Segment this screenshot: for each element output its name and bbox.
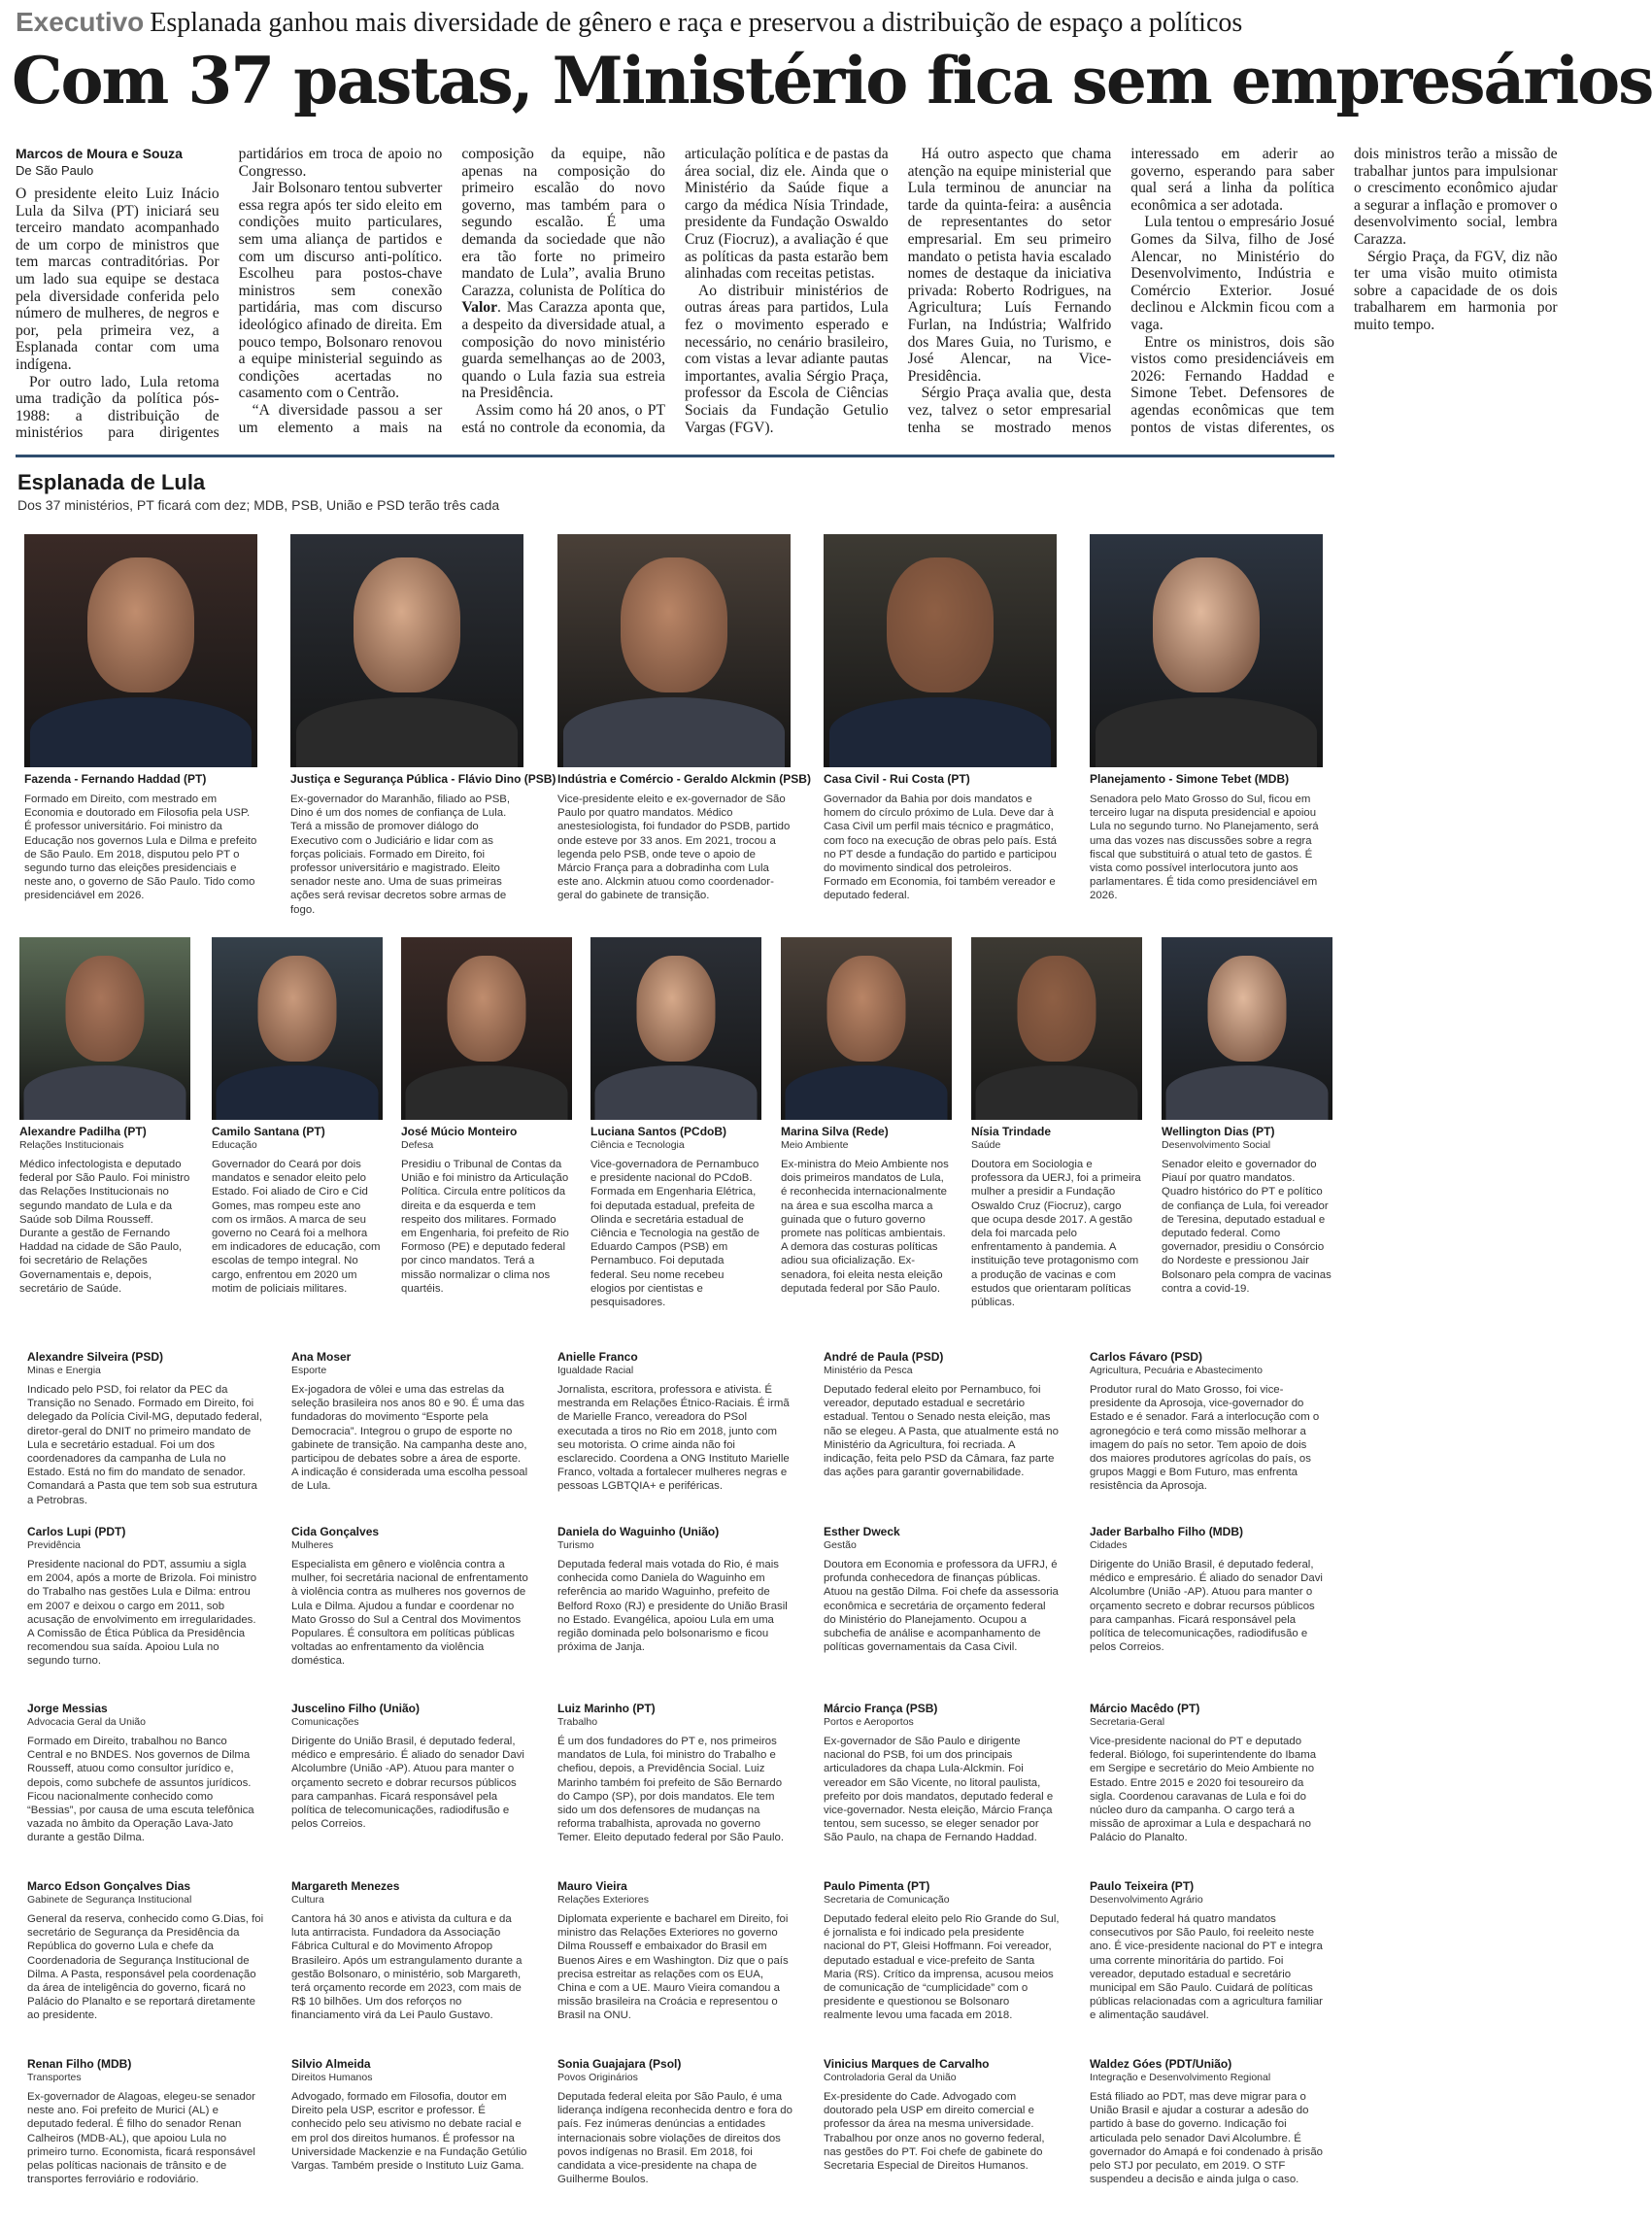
minister-bio: Especialista em gênero e violência contra a mulher, foi secretária nacional de enfrentamento à violência contra as mulheres nos governos de Lula e Dilma. Ajudou a fundar e coordenar no Mato Grosso do Sul a Central dos Movimentos Populares. É consultora em políticas públicas voltadas ao enfrentamento da violência doméstica. (291, 1559, 528, 1668)
minister-role: Trabalho (557, 1716, 598, 1728)
minister-role: Defesa (401, 1139, 434, 1151)
minister-name: Fazenda - Fernando Haddad (PT) (24, 772, 207, 786)
minister-card (557, 534, 811, 919)
minister-card (1162, 937, 1332, 1311)
minister-photo (781, 937, 952, 1120)
minister-entry (824, 1525, 1061, 1696)
minister-name: Planejamento - Simone Tebet (MDB) (1090, 772, 1290, 786)
minister-role: Meio Ambiente (781, 1139, 849, 1151)
minister-role: Esporte (291, 1365, 327, 1376)
minister-role: Integração e Desenvolvimento Regional (1090, 2072, 1271, 2083)
minister-bio: Deputado federal eleito por Pernambuco, foi vereador, deputado estadual e secretário estadual. Tentou o Senado nesta eleição, mas não se elegeu. A Pasta, que atualmente está no Ministério da Agricultura, foi recriada. A indicação, feita pelo PSD da Câmara, faz parte das ações para garantir governabilidade. (824, 1384, 1059, 1479)
minister-role: Previdência (27, 1539, 81, 1551)
minister-bio: Senadora pelo Mato Grosso do Sul, ficou em terceiro lugar na disputa presidencial e apoiou Lula no segundo turno. No Planejamento, será uma das vozes nas discussões sobre a regra fiscal que substituirá o atual teto de gastos. É vista como possível interlocutora junto aos parlamentares. É tida como presidenciável em 2026. (1090, 793, 1319, 902)
minister-role: Povos Originários (557, 2072, 638, 2083)
minister-name: Margareth Menezes (291, 1879, 400, 1893)
minister-bio: Deputada federal mais votada do Rio, é mais conhecida como Daniela do Waguinho em referência ao marido Waguinho, prefeito de Belford Roxo (RJ) e presidente do União Brasil no Estado. Evangélica, apoiou Lula em uma região dominada pelo bolsonarismo e ficou próxima de Janja. (557, 1559, 788, 1654)
minister-photo (290, 534, 523, 767)
minister-bio: Senador eleito e governador do Piauí por quatro mandatos. Quadro histórico do PT e político de confiança de Lula, foi vereador de Teresina, deputado estadual e deputado federal. Como governador, presidiu o Consórcio do Nordeste e pressionou Jair Bolsonaro pela compra de vacinas contra a covid-19. (1162, 1159, 1332, 1295)
minister-photo (1090, 534, 1323, 767)
minister-name: Camilo Santana (PT) (212, 1125, 325, 1138)
minister-name: Waldez Góes (PDT/União) (1090, 2057, 1232, 2071)
minister-entry (557, 1702, 794, 1873)
minister-name: Wellington Dias (PT) (1162, 1125, 1275, 1138)
paragraph: Lula tentou o empresário Josué Gomes da Silva, filho de José Alencar, no Ministério do Desenvolvimento, Indústria e Comércio Exterior. Josué declinou e Alckmin ficou com a vaga. (1130, 214, 1334, 333)
minister-photo (824, 534, 1057, 767)
minister-bio: Doutora em Sociologia e professora da UERJ, foi a primeira mulher a presidir a Fundação Oswaldo Cruz (Fiocruz), cargo que ocupa desde 2017. A gestão dela foi marcada pelo enfrentamento à pandemia. A instituição teve protagonismo com a produção de vacinas e com estudos que orientaram políticas públicas. (971, 1159, 1141, 1309)
kicker-text: Esplanada ganhou mais diversidade de gênero e raça e preservou a distribuição de espaço a políticos (150, 8, 1243, 38)
minister-name: Jader Barbalho Filho (MDB) (1090, 1525, 1244, 1538)
minister-entry (557, 1350, 794, 1521)
minister-card (590, 937, 761, 1311)
minister-role: Gabinete de Segurança Institucional (27, 1894, 192, 1906)
minister-entry (824, 2057, 1061, 2228)
minister-name: Vinicius Marques de Carvalho (824, 2057, 990, 2071)
minister-name: Silvio Almeida (291, 2057, 371, 2071)
minister-entry (27, 1702, 264, 1873)
minister-card (212, 937, 383, 1311)
minister-name: Cida Gonçalves (291, 1525, 380, 1538)
minister-name: Juscelino Filho (União) (291, 1702, 421, 1715)
minister-entry (291, 1350, 528, 1521)
minister-name: Carlos Fávaro (PSD) (1090, 1350, 1203, 1364)
minister-entry (557, 2057, 794, 2228)
minister-card (824, 534, 1057, 919)
paragraph: O presidente eleito Luiz Inácio Lula da Silva (PT) iniciará seu terceiro mandato acompanhado de um corpo de ministros que tem marcas contraditórias. Por um lado sua equipe se destaca pela diversidade conferida pelo número de mulheres, de negros e por, pela primeira vez, a Esplanada contar com uma indígena. (16, 186, 219, 373)
minister-bio: Está filiado ao PDT, mas deve migrar para o União Brasil e ajudar a costurar a adesão do partido à base do governo. Indicação foi articulada pelo senador Davi Alcolumbre. É governador do Amapá e foi condenado à prisão pelo STJ por peculato, em 2019. O STF suspendeu a decisão e ainda julga o caso. (1090, 2091, 1324, 2186)
minister-role: Controladoria Geral da União (824, 2072, 957, 2083)
minister-entry (824, 1350, 1061, 1521)
minister-card (290, 534, 556, 919)
minister-bio: Médico infectologista e deputado federal por São Paulo. Foi ministro das Relações Institucionais no segundo mandato de Lula e da Saúde sob Dilma Rousseff. Durante a gestão de Fernando Haddad na cidade de São Paulo, foi secretário de Relações Governamentais e, depois, secretário de Saúde. (19, 1159, 190, 1295)
paragraph: Sérgio Praça, da FGV, diz não ter uma visão muito otimista sobre a capacidade de os dois trabalharem em harmonia por muito tempo. (1353, 248, 1558, 333)
minister-card (781, 937, 952, 1311)
paragraph: Assim como há 20 anos, o PT está no controle da economia, da articulação política e de pastas da área social, diz ele. Ainda que o Ministério da Saúde fique a cargo da médica Nísia Trindade, presidente da Fundação Oswaldo Cruz (Fiocruz), a avaliação é que as políticas da pasta estarão bem alinhadas com receitas petistas. (461, 146, 889, 436)
minister-entry (27, 1525, 264, 1696)
minister-bio: Ex-governador do Maranhão, filiado ao PSB, Dino é um dos nomes de confiança de Lula. Terá a missão de promover diálogo do Executivo com o Judiciário e lidar com as forças policiais. Formado em Direito, foi professor universitário e magistrado. Eleito senador neste ano. Uma de suas primeiras ações será revisar decretos sobre armas de fogo. (290, 793, 511, 916)
minister-photo (19, 937, 190, 1120)
minister-name: Casa Civil - Rui Costa (PT) (824, 772, 970, 786)
minister-photo (1162, 937, 1332, 1120)
minister-bio: General da reserva, conhecido como G.Dias, foi secretário de Segurança da Presidência da República do governo Lula e chefe da Coordenadoria de Segurança Institucional de Dilma. A Pasta, responsável pela coordenação da área de inteligência do governo, ficará no Palácio do Planalto e se reportará diretamente ao presidente. (27, 1913, 264, 2022)
minister-role: Desenvolvimento Agrário (1090, 1894, 1203, 1906)
minister-bio: Ex-ministra do Meio Ambiente nos dois primeiros mandatos de Lula, é reconhecida internacionalmente na área e sua escolha marca a guinada que o futuro governo promete nas políticas ambientais. A demora das costuras políticas adiou sua oficialização. Ex-senadora, foi eleita nesta eleição deputada federal por São Paulo. (781, 1159, 949, 1295)
minister-card (24, 534, 257, 919)
minister-name: Márcio Macêdo (PT) (1090, 1702, 1200, 1715)
minister-entry (291, 2057, 528, 2228)
minister-entry (1090, 1350, 1327, 1521)
brand-name: Valor (461, 299, 497, 317)
minister-name: Justiça e Segurança Pública - Flávio Dino (PSB) (290, 772, 556, 786)
paragraph: Há outro aspecto que chama atenção na equipe ministerial que Lula terminou de anunciar na tarde da quinta-feira: a ausência de representantes do setor empresarial. Em seu primeiro mandato o petista havia escalado nomes de destaque da iniciativa privada: Roberto Rodrigues, na Agricultura; Luís Fernando Furlan, na Indústria; Walfrido dos Mares Guia, no Turismo, e José Alencar, na Vice-Presidência. (907, 146, 1112, 385)
minister-name: Nísia Trindade (971, 1125, 1052, 1138)
section-title: Esplanada de Lula (17, 470, 206, 494)
minister-entry (291, 1879, 528, 2050)
minister-role: Minas e Energia (27, 1365, 101, 1376)
minister-photo (590, 937, 761, 1120)
minister-bio: Jornalista, escritora, professora e ativista. É mestranda em Relações Étnico-Raciais. É irmã de Marielle Franco, vereadora do PSol executada a tiros no Rio em 2018, junto com seu motorista. O crime ainda não foi esclarecido. Coordena a ONG Instituto Marielle Franco, voltada a fortalecer mulheres negras e pessoas LGBTQIA+ e periféricas. (557, 1384, 790, 1493)
minister-bio: Dirigente do União Brasil, é deputado federal, médico e empresário. É aliado do senador Davi Alcolumbre (União -AP). Atuou para manter o orçamento secreto e dobrar recursos públicos para campanhas. Ficará responsável pela política de telecomunicações, radiodifusão e pelos Correios. (291, 1736, 524, 1831)
section-subtitle: Dos 37 ministérios, PT ficará com dez; MDB, PSB, União e PSD terão três cada (17, 497, 500, 513)
minister-entry (1090, 1525, 1327, 1696)
minister-name: Luiz Marinho (PT) (557, 1702, 656, 1715)
minister-bio: Presidiu o Tribunal de Contas da União e foi ministro da Articulação Política. Circula entre políticos da direita e da esquerda e tem respeito dos militares. Formado em Engenharia, foi prefeito de Rio Formoso (PE) e deputado federal por cinco mandatos. Terá a missão normalizar o clima nos quartéis. (401, 1159, 569, 1295)
minister-bio: Ex-presidente do Cade. Advogado com doutorado pela USP em direito comercial e professor da área na mesma universidade. Trabalhou por onze anos no governo federal, nas gestões do PT. Foi chefe de gabinete do Secretaria Especial de Direitos Humanos. (824, 2091, 1045, 2173)
minister-name: Marina Silva (Rede) (781, 1125, 889, 1138)
minister-role: Secretaria-Geral (1090, 1716, 1165, 1728)
minister-bio: Doutora em Economia e professora da UFRJ, é profunda conhecedora de finanças públicas. Atuou na gestão Dilma. Foi chefe da assessoria econômica e secretária de orçamento federal do Ministério do Planejamento. Ocupou a subchefia de análise e acompanhamento de políticas governamentais da Casa Civil. (824, 1559, 1059, 1654)
minister-name: Daniela do Waguinho (União) (557, 1525, 720, 1538)
minister-name: Marco Edson Gonçalves Dias (27, 1879, 191, 1893)
paragraph: “A diversidade passou a ser um elemento a mais na composição da equipe, não apenas na composição do primeiro escalão do novo governo, mas também para o segundo escalão. É uma demanda da sociedade que não era tão forte no primeiro mandato de Lula”, avalia Bruno Carazza, colunista de Política do Valor. Mas Carazza aponta que, a despeito da diversidade atual, a composição do novo ministério guarda semelhanças ao de 2003, quando o Lula fazia sua estreia na Presidência. (238, 146, 665, 436)
minister-role: Relações Institucionais (19, 1139, 124, 1151)
minister-role: Ciência e Tecnologia (590, 1139, 685, 1151)
minister-role: Gestão (824, 1539, 857, 1551)
byline-author: Marcos de Moura e Souza (16, 146, 183, 161)
minister-bio: Cantora há 30 anos e ativista da cultura e da luta antirracista. Fundadora da Associação Fábrica Cultural e do Movimento Afropop Brasileiro. Após um estrangulamento durante a gestão Bolsonaro, o ministério, sob Margareth, terá orçamento recorde em 2023, com mais de R$ 10 bilhões. Um dos reforços no financiamento virá da Lei Paulo Gustavo. (291, 1913, 523, 2022)
minister-role: Igualdade Racial (557, 1365, 634, 1376)
minister-bio: Vice-presidente eleito e ex-governador de São Paulo por quatro mandatos. Médico anestesiologista, foi fundador do PSDB, partido onde esteve por 33 anos. Em 2021, trocou a legenda pelo PSB, onde teve o apoio de Márcio França para a dobradinha com Lula este ano. Alckmin atuou como coordenador-geral do gabinete de transição. (557, 793, 791, 902)
minister-name: Paulo Pimenta (PT) (824, 1879, 930, 1893)
minister-role: Cidades (1090, 1539, 1128, 1551)
headline: Com 37 pastas, Ministério fica sem empresários (12, 43, 1652, 118)
minister-name: Márcio França (PSB) (824, 1702, 938, 1715)
minister-entry (1090, 1702, 1327, 1873)
minister-bio: Presidente nacional do PDT, assumiu a sigla em 2004, após a morte de Brizola. Foi ministro do Trabalho nas gestões Lula e Dilma: entrou em 2007 e deixou o cargo em 2011, sob acusação de envolvimento em irregularidades. A Comissão de Ética Pública da Presidência recomendou sua saída. Apoiou Lula no segundo turno. (27, 1559, 257, 1668)
minister-name: Ana Moser (291, 1350, 352, 1364)
section-divider (16, 455, 1334, 457)
minister-entry (1090, 2057, 1327, 2228)
minister-role: Ministério da Pesca (824, 1365, 913, 1376)
minister-photo (971, 937, 1142, 1120)
minister-photo (401, 937, 572, 1120)
minister-bio: Vice-governadora de Pernambuco e presidente nacional do PCdoB. Formada em Engenharia Elétrica, foi deputada estadual, prefeita de Olinda e secretária estadual de Ciência e Tecnologia na gestão de Eduardo Campos (PSB) em Pernambuco. Foi deputada federal. Seu nome recebeu elogios por cientistas e pesquisadores. (590, 1159, 759, 1309)
minister-name: Mauro Vieira (557, 1879, 627, 1893)
minister-bio: Advogado, formado em Filosofia, doutor em Direito pela USP, escritor e professor. É conhecido pelo seu ativismo no debate racial e em prol dos direitos humanos. É professor na Universidade Mackenzie e na Fundação Getúlio Vargas. Também preside o Instituto Luiz Gama. (291, 2091, 527, 2173)
minister-name: Luciana Santos (PCdoB) (590, 1125, 727, 1138)
minister-role: Desenvolvimento Social (1162, 1139, 1271, 1151)
minister-role: Comunicações (291, 1716, 359, 1728)
minister-role: Turismo (557, 1539, 594, 1551)
minister-bio: Deputada federal eleita por São Paulo, é uma liderança indígena reconhecida dentro e fora do país. Fez inúmeras denúncias a entidades internacionais sobre violações de direitos dos povos indígenas no Brasil. Em 2018, foi candidata a vice-presidente na chapa de Guilherme Boulos. (557, 2091, 792, 2186)
minister-entry (27, 2057, 264, 2228)
minister-bio: Deputado federal há quatro mandatos consecutivos por São Paulo, foi reeleito neste ano. É vice-presidente nacional do PT e integra uma corrente minoritária do partido. Foi vereador, deputado estadual e secretário municipal em São Paulo. Cuidará de políticas públicas relacionadas com a agricultura familiar e alimentação saudável. (1090, 1913, 1323, 2022)
minister-name: Esther Dweck (824, 1525, 900, 1538)
minister-bio: É um dos fundadores do PT e, nos primeiros mandatos de Lula, foi ministro do Trabalho e chefiou, depois, a Previdência Social. Luiz Marinho também foi prefeito de São Bernardo do Campo (SP), por dois mandatos. Ele tem sido um dos defensores de mudanças na reforma trabalhista, aprovada no governo Temer. Eleito deputado federal por São Paulo. (557, 1736, 785, 1844)
minister-name: André de Paula (PSD) (824, 1350, 944, 1364)
paragraph: Jair Bolsonaro tentou subverter essa regra após ter sido eleito em condições muito particulares, sem uma aliança de partidos e com um discurso anti-político. Escolheu para postos-chave ministros sem conexão partidária, mas com discurso ideológico afinado de direita. Em pouco tempo, Bolsonaro renovou a equipe ministerial seguindo as condições acertadas no casamento com o Centrão. (238, 180, 443, 402)
minister-bio: Vice-presidente nacional do PT e deputado federal. Biólogo, foi superintendente do Ibama em Sergipe e secretário do Meio Ambiente no Estado. Entre 2015 e 2020 foi tesoureiro da sigla. Coordenou caravanas de Lula e foi do núcleo duro da campanha. O cargo terá a missão de aproximar a Lula e despachará no Palácio do Planalto. (1090, 1736, 1317, 1844)
minister-role: Direitos Humanos (291, 2072, 373, 2083)
minister-bio: Ex-governador de São Paulo e dirigente nacional do PSB, foi um dos principais articuladores da chapa Lula-Alckmin. Foi vereador em São Vicente, no litoral paulista, prefeito por dois mandatos, deputado federal e vice-governador. Nesta eleição, Márcio França tentou, sem sucesso, se eleger senador por São Paulo, na chapa de Fernando Haddad. (824, 1736, 1054, 1844)
minister-role: Secretaria de Comunicação (824, 1894, 950, 1906)
paragraph: Entre os ministros, dois são vistos como presidenciáveis em 2026: Fernando Haddad e Simone Tebet. Defensores de agendas econômicas que tem pontos de vistas diferentes, os dois ministros terão a missão de trabalhar juntos para impulsionar o crescimento econômico ajudar a segurar a inflação e promover o desenvolvimento social, lembra Carazza. (1130, 146, 1558, 436)
minister-card (971, 937, 1142, 1311)
minister-photo (24, 534, 257, 767)
minister-bio: Produtor rural do Mato Grosso, foi vice-presidente da Aprosoja, vice-governador do Estado e é senador. Fará a interlocução com o agronegócio e terá como missão melhorar a imagem do país no setor. Tem apoio de dois dos maiores produtores agrícolas do país, os grupos Maggi e Bom Futuro, mas enfrenta resistência da Aprosoja. (1090, 1384, 1320, 1493)
minister-name: Alexandre Padilha (PT) (19, 1125, 147, 1138)
minister-bio: Ex-jogadora de vôlei e uma das estrelas da seleção brasileira nos anos 80 e 90. É uma das fundadoras do movimento “Esporte pela Democracia”. Integrou o grupo de esporte no gabinete de transição. Na campanha deste ano, participou de debates sobre a área de esporte. A indicação é considerada uma escolha pessoal de Lula. (291, 1384, 528, 1493)
minister-card (1090, 534, 1323, 919)
minister-name: José Múcio Monteiro (401, 1125, 518, 1138)
minister-bio: Formado em Direito, com mestrado em Economia e doutorado em Filosofia pela USP. É professor universitário. Foi ministro da Educação nos governos Lula e Dilma e prefeito de São Paulo. Em 2018, disputou pelo PT o segundo turno das eleições presidenciais e neste ano, o governo de São Paulo. Tido como presidenciável em 2026. (24, 793, 257, 902)
paragraph: Por outro lado, Lula retoma uma tradição da política pós-1988: a distribuição de ministérios para dirigentes partidários em troca de apoio no Congresso. (16, 146, 443, 442)
minister-name: Alexandre Silveira (PSD) (27, 1350, 164, 1364)
minister-role: Relações Exteriores (557, 1894, 649, 1906)
minister-role: Educação (212, 1139, 257, 1151)
minister-role: Saúde (971, 1139, 1001, 1151)
minister-role: Agricultura, Pecuária e Abastecimento (1090, 1365, 1264, 1376)
minister-entry (27, 1350, 264, 1521)
minister-role: Cultura (291, 1894, 324, 1906)
minister-entry (27, 1879, 264, 2050)
minister-bio: Governador da Bahia por dois mandatos e homem do círculo próximo de Lula. Deve dar à Casa Civil um perfil mais técnico e pragmático, com foco na execução de obras pelo país. Está no PT desde a fundação do partido e participou do movimento sindical dos petroleiros. Formado em Economia, foi também vereador e deputado federal. (824, 793, 1057, 902)
paragraph: Sérgio Praça avalia que, desta vez, talvez o setor empresarial tenha se mostrado menos interessado em aderir ao governo, esperando para saber qual será a linha da política econômica a ser adotada. (907, 146, 1334, 436)
minister-entry (291, 1525, 528, 1696)
minister-photo (557, 534, 791, 767)
minister-card (19, 937, 190, 1311)
minister-name: Carlos Lupi (PDT) (27, 1525, 126, 1538)
minister-bio: Governador do Ceará por dois mandatos e senador eleito pelo Estado. Foi aliado de Ciro e Cid Gomes, mas rompeu este ano com os irmãos. A marca de seu governo no Ceará foi a melhora em indicadores de educação, com escolas de tempo integral. No cargo, enfrentou em 2020 um motim de policiais militares. (212, 1159, 381, 1295)
minister-role: Portos e Aeroportos (824, 1716, 914, 1728)
minister-bio: Indicado pelo PSD, foi relator da PEC da Transição no Senado. Formado em Direito, foi delegado da Polícia Civil-MG, deputado federal, diretor-geral do DNIT no primeiro mandato de Lula e secretário estadual. Foi um dos coordenadores da campanha de Lula no Estado. Está no fim do mandato de senador. Comandará a Pasta que tem sob sua estrutura a Petrobras. (27, 1384, 262, 1506)
minister-name: Indústria e Comércio - Geraldo Alckmin (PSB) (557, 772, 811, 786)
minister-bio: Ex-governador de Alagoas, elegeu-se senador neste ano. Foi prefeito de Murici (AL) e deputado federal. É filho do senador Renan Calheiros (MDB-AL), que apoiou Lula no primeiro turno. Economista, ficará responsável pelas políticas nacionais de trânsito e de transportes ferroviário e rodoviário. (27, 2091, 255, 2186)
minister-entry (1090, 1879, 1327, 2050)
minister-entry (824, 1879, 1061, 2050)
minister-card (401, 937, 572, 1311)
minister-bio: Formado em Direito, trabalhou no Banco Central e no BNDES. Nos governos de Dilma Rousseff, atuou como consultor jurídico e, depois, como subchefe de assuntos jurídicos. Ficou nacionalmente conhecido como “Bessias”, por causa de uma escuta telefônica vazada no âmbito da Operação Lava-Jato durante a gestão Dilma. (27, 1736, 254, 1844)
minister-name: Renan Filho (MDB) (27, 2057, 132, 2071)
minister-bio: Dirigente do União Brasil, é deputado federal, médico e empresário. É aliado do senador Davi Alcolumbre (União -AP). Atuou para manter o orçamento secreto e dobrar recursos públicos para campanhas. Ficará responsável pela política de telecomunicações, radiodifusão e pelos Correios. (1090, 1559, 1323, 1654)
minister-entry (291, 1702, 528, 1873)
byline-location: De São Paulo (16, 163, 94, 178)
minister-role: Advocacia Geral da União (27, 1716, 146, 1728)
minister-bio: Deputado federal eleito pelo Rio Grande do Sul, é jornalista e foi indicado pela presidente nacional do PT, Gleisi Hoffmann. Foi vereador, deputado estadual e vice-prefeito de Santa Maria (RS). Crítico da imprensa, acusou meios de comunicação de “cumplicidade” com o presidente e questionou se Bolsonaro realmente levou uma facada em 2018. (824, 1913, 1060, 2022)
minister-role: Mulheres (291, 1539, 334, 1551)
minister-bio: Diplomata experiente e bacharel em Direito, foi ministro das Relações Exteriores no governo Dilma Rousseff e embaixador do Brasil em Buenos Aires e em Washington. Diz que o país precisa estreitar as relações com os EUA, China e com a UE. Mauro Vieira comandou a missão brasileira na Croácia e representou o Brasil na ONU. (557, 1913, 789, 2022)
minister-name: Paulo Teixeira (PT) (1090, 1879, 1195, 1893)
minister-photo (212, 937, 383, 1120)
minister-name: Sonia Guajajara (Psol) (557, 2057, 682, 2071)
minister-name: Anielle Franco (557, 1350, 638, 1364)
minister-entry (824, 1702, 1061, 1873)
minister-entry (557, 1879, 794, 2050)
kicker-tag: Executivo (16, 7, 145, 37)
kicker (16, 6, 1336, 40)
paragraph: Ao distribuir ministérios de outras áreas para partidos, Lula fez o movimento esperado e necessário, no cenário brasileiro, com vistas a levar adiante pautas importantes, avalia Sérgio Praça, professor da Escola de Ciências Sociais da Fundação Getulio Vargas (FGV). (684, 282, 889, 436)
minister-entry (557, 1525, 794, 1696)
article-body (16, 146, 1558, 442)
minister-role: Transportes (27, 2072, 82, 2083)
minister-name: Jorge Messias (27, 1702, 108, 1715)
